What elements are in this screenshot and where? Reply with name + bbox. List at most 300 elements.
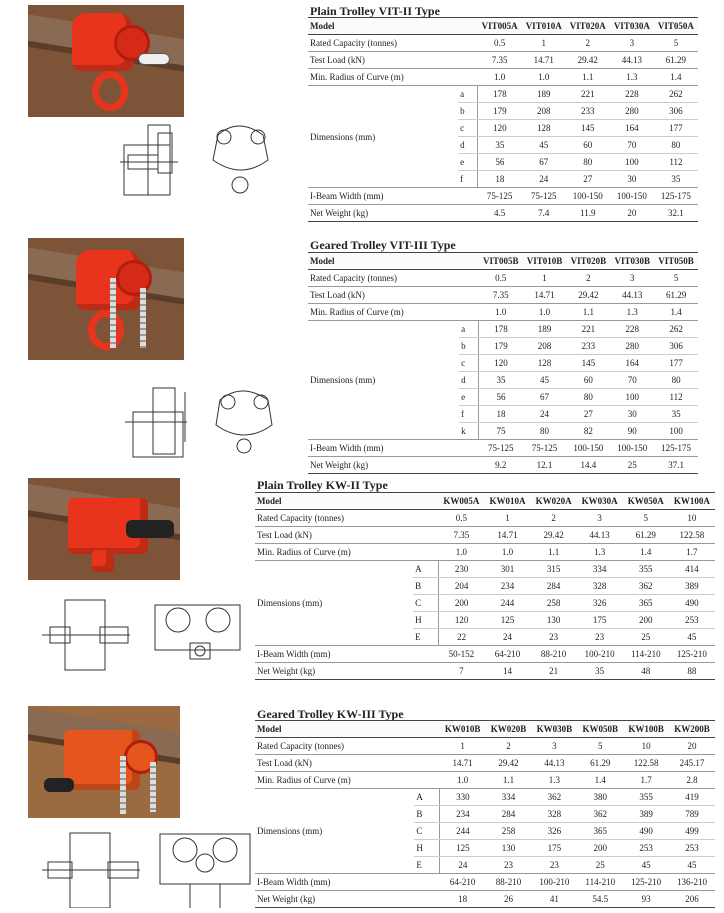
column-header: Model [308,18,478,35]
table-cell: 499 [669,823,715,840]
dimension-key: C [413,595,438,612]
table-row [308,52,698,69]
table-cell: 1 [523,270,567,287]
row-label: Net Weight (kg) [255,891,440,908]
table-cell: 90 [610,423,654,440]
table-row [255,789,715,806]
table-cell: 284 [486,806,532,823]
table-row [308,205,698,222]
table-cell: 280 [610,103,654,120]
table-cell: 48 [623,663,669,680]
table-cell: 178 [479,321,523,338]
table-cell: 75-125 [522,188,566,205]
row-label: Dimensions (mm) [255,561,413,646]
row-label: Test Load (kN) [255,755,440,772]
table-cell: 233 [566,103,610,120]
table-cell: 114-210 [577,874,623,891]
table-cell: 130 [486,840,532,857]
table-row [255,544,715,561]
table-cell: 315 [531,561,577,578]
table-cell: 208 [523,338,567,355]
dimension-key: a [459,321,479,338]
dimension-key: c [458,120,478,137]
table-cell: 45 [623,857,669,874]
table-cell: 27 [566,406,610,423]
table-cell: 88-210 [486,874,532,891]
dimension-key: f [458,171,478,188]
table-row [308,287,698,304]
table-cell: 25 [577,857,623,874]
table-cell: 29.42 [566,52,610,69]
table-cell: 80 [566,389,610,406]
table-cell: 177 [654,120,698,137]
table-cell: 14 [484,663,530,680]
trolley-photo [28,706,180,818]
table-cell: 93 [623,891,669,908]
table-cell: 64-210 [440,874,486,891]
row-label: I-Beam Width (mm) [308,188,478,205]
table-cell: 45 [523,372,567,389]
table-cell: 1 [484,510,530,527]
table-cell: 7 [438,663,484,680]
table-cell: 120 [478,120,522,137]
table-cell: 125 [484,612,530,629]
dimension-key: H [413,612,438,629]
row-label: Test Load (kN) [308,287,479,304]
column-header: Model [255,721,440,738]
row-label: Min. Radius of Curve (m) [308,304,479,321]
table-cell: 1 [522,35,566,52]
table-cell: 67 [523,389,567,406]
table-cell: 35 [654,171,698,188]
row-label: Min. Radius of Curve (m) [255,544,438,561]
table-cell: 29.42 [531,527,577,544]
table-cell: 11.9 [566,205,610,222]
row-label: I-Beam Width (mm) [308,440,479,457]
table-cell: 24 [523,406,567,423]
table-cell: 112 [654,154,698,171]
column-header: VIT030B [610,253,654,270]
table-cell: 490 [623,823,669,840]
table-cell: 253 [623,840,669,857]
table-cell: 1 [440,738,486,755]
table-cell: 23 [531,629,577,646]
table-cell: 1.3 [610,69,654,86]
table-cell: 2 [486,738,532,755]
table-cell: 10 [623,738,669,755]
table-cell: 100-150 [566,188,610,205]
table-cell: 1.4 [654,304,698,321]
row-label: Min. Radius of Curve (m) [308,69,478,86]
table-cell: 125-175 [654,440,698,457]
row-label: Test Load (kN) [255,527,438,544]
table-cell: 75-125 [478,188,522,205]
table-cell: 362 [531,789,577,806]
table-cell: 253 [669,840,715,857]
table-cell: 3 [531,738,577,755]
column-header: KW100B [623,721,669,738]
table-cell: 125-210 [669,646,715,663]
table-cell: 1.3 [577,544,623,561]
table-cell: 45 [669,857,715,874]
table-cell: 189 [522,86,566,103]
table-cell: 234 [440,806,486,823]
table-cell: 355 [623,561,669,578]
table-cell: 125-210 [623,874,669,891]
table-cell: 22 [438,629,484,646]
row-label: I-Beam Width (mm) [255,646,438,663]
dimension-key: E [413,629,438,646]
table-row [255,646,715,663]
table-cell: 20 [610,205,654,222]
table-cell: 1.0 [522,69,566,86]
table-cell: 178 [478,86,522,103]
table-cell: 1.0 [479,304,523,321]
column-header: KW050B [577,721,623,738]
table-cell: 2 [531,510,577,527]
table-cell: 258 [486,823,532,840]
table-cell: 50-152 [438,646,484,663]
table-cell: 284 [531,578,577,595]
spec-table [255,492,715,680]
table-cell: 1.7 [623,772,669,789]
table-cell: 61.29 [577,755,623,772]
table-row [308,188,698,205]
row-label: Net Weight (kg) [308,205,478,222]
table-cell: 75-125 [479,440,523,457]
table-cell: 7.4 [522,205,566,222]
column-header: KW010A [484,493,530,510]
dimension-key: E [414,857,439,874]
table-cell: 80 [654,372,698,389]
table-cell: 100-150 [610,188,654,205]
table-cell: 221 [566,86,610,103]
dimension-key: d [459,372,479,389]
table-cell: 1.0 [438,544,484,561]
table-cell: 120 [479,355,523,372]
dimension-key: e [458,154,478,171]
table-cell: 1.0 [440,772,486,789]
table-cell: 130 [531,612,577,629]
table-cell: 24 [440,857,486,874]
table-cell: 490 [669,595,715,612]
table-cell: 29.42 [566,287,610,304]
column-header: VIT020B [566,253,610,270]
table-cell: 164 [610,355,654,372]
table-cell: 18 [479,406,523,423]
table-cell: 233 [566,338,610,355]
table-cell: 175 [577,612,623,629]
table-cell: 100 [610,389,654,406]
table-header-row [308,18,698,35]
dimension-key: C [414,823,439,840]
table-cell: 2 [566,35,610,52]
table-cell: 5 [623,510,669,527]
table-cell: 200 [438,595,484,612]
trolley-drawing [118,115,298,210]
table-cell: 120 [438,612,484,629]
table-cell: 330 [440,789,486,806]
dimension-key: B [414,806,439,823]
table-cell: 60 [566,137,610,154]
table-row [255,755,715,772]
column-header: VIT010B [523,253,567,270]
table-cell: 334 [486,789,532,806]
table-cell: 44.13 [610,287,654,304]
trolley-drawing [125,382,295,467]
dimension-key: a [458,86,478,103]
table-row [308,86,698,103]
table-cell: 5 [654,270,698,287]
table-cell: 27 [566,171,610,188]
spec-table [308,17,698,222]
table-cell: 88-210 [531,646,577,663]
table-cell: 23 [486,857,532,874]
table-cell: 328 [531,806,577,823]
row-label: Test Load (kN) [308,52,478,69]
trolley-drawing [40,828,255,908]
table-cell: 228 [610,86,654,103]
table-cell: 18 [478,171,522,188]
table-cell: 306 [654,338,698,355]
table-cell: 112 [654,389,698,406]
table-cell: 365 [623,595,669,612]
table-cell: 253 [669,612,715,629]
section-title: Plain Trolley KW-II Type [257,478,388,492]
table-row [308,440,698,457]
table-cell: 389 [669,578,715,595]
column-header: KW030B [531,721,577,738]
table-row [308,304,698,321]
table-cell: 301 [484,561,530,578]
table-cell: 37.1 [654,457,698,474]
table-cell: 1.4 [654,69,698,86]
row-label: I-Beam Width (mm) [255,874,440,891]
table-cell: 114-210 [623,646,669,663]
table-cell: 1.0 [484,544,530,561]
section-title: Geared Trolley VIT-III Type [310,238,456,252]
dimension-key: c [459,355,479,372]
table-cell: 262 [654,86,698,103]
column-header: KW005A [438,493,484,510]
table-row [308,270,698,287]
column-header: KW030A [577,493,623,510]
column-header: KW200B [669,721,715,738]
table-cell: 14.71 [440,755,486,772]
table-cell: 125 [440,840,486,857]
table-cell: 1.0 [478,69,522,86]
table-cell: 145 [566,355,610,372]
table-row [308,321,698,338]
table-cell: 35 [577,663,623,680]
table-cell: 362 [623,578,669,595]
table-cell: 24 [522,171,566,188]
row-label: Net Weight (kg) [255,663,438,680]
table-cell: 32.1 [654,205,698,222]
table-cell: 326 [577,595,623,612]
table-cell: 200 [577,840,623,857]
row-label: Dimensions (mm) [308,321,459,440]
table-cell: 44.13 [531,755,577,772]
column-header: VIT020A [566,18,610,35]
table-cell: 208 [522,103,566,120]
trolley-photo [28,238,184,360]
table-cell: 179 [478,103,522,120]
table-cell: 789 [669,806,715,823]
table-cell: 100-150 [566,440,610,457]
table-cell: 7.35 [478,52,522,69]
column-header: KW020A [531,493,577,510]
table-cell: 1.4 [577,772,623,789]
table-cell: 328 [577,578,623,595]
table-cell: 122.58 [669,527,715,544]
table-row [255,874,715,891]
table-cell: 14.4 [566,457,610,474]
dimension-key: b [459,338,479,355]
table-cell: 234 [484,578,530,595]
table-cell: 230 [438,561,484,578]
table-cell: 419 [669,789,715,806]
table-cell: 1.3 [610,304,654,321]
table-cell: 45 [669,629,715,646]
dimension-key: H [414,840,439,857]
table-cell: 10 [669,510,715,527]
table-cell: 100 [654,423,698,440]
table-cell: 136-210 [669,874,715,891]
table-cell: 100 [610,154,654,171]
table-cell: 3 [610,270,654,287]
table-cell: 9.2 [479,457,523,474]
row-label: Dimensions (mm) [255,789,414,874]
table-row [255,527,715,544]
table-cell: 44.13 [577,527,623,544]
table-cell: 25 [623,629,669,646]
column-header: VIT010A [522,18,566,35]
table-cell: 100-210 [531,874,577,891]
table-cell: 23 [577,629,623,646]
column-header: Model [308,253,479,270]
table-cell: 145 [566,120,610,137]
column-header: VIT050A [654,18,698,35]
row-label: Rated Capacity (tonnes) [308,35,478,52]
table-header-row [255,721,715,738]
table-cell: 0.5 [438,510,484,527]
table-cell: 70 [610,137,654,154]
table-row [255,738,715,755]
table-cell: 60 [566,372,610,389]
dimension-key: k [459,423,479,440]
dimension-key: f [459,406,479,423]
table-cell: 14.71 [523,287,567,304]
table-cell: 365 [577,823,623,840]
table-cell: 35 [478,137,522,154]
table-cell: 204 [438,578,484,595]
table-cell: 5 [577,738,623,755]
section-title: Geared Trolley KW-III Type [257,707,404,721]
table-cell: 56 [478,154,522,171]
table-cell: 7.35 [438,527,484,544]
table-cell: 67 [522,154,566,171]
table-cell: 245.17 [669,755,715,772]
column-header: VIT030A [610,18,654,35]
row-label: Rated Capacity (tonnes) [255,738,440,755]
table-cell: 355 [623,789,669,806]
column-header: Model [255,493,438,510]
table-cell: 54.5 [577,891,623,908]
table-row [308,457,698,474]
dimension-key: B [413,578,438,595]
table-cell: 3 [577,510,623,527]
table-cell: 20 [669,738,715,755]
table-cell: 5 [654,35,698,52]
table-cell: 334 [577,561,623,578]
table-cell: 164 [610,120,654,137]
table-cell: 35 [654,406,698,423]
row-label: Net Weight (kg) [308,457,479,474]
spec-table [255,720,715,908]
table-cell: 26 [486,891,532,908]
table-cell: 122.58 [623,755,669,772]
column-header: KW010B [440,721,486,738]
table-cell: 258 [531,595,577,612]
table-cell: 1.1 [486,772,532,789]
table-row [255,891,715,908]
table-cell: 0.5 [479,270,523,287]
table-row [308,35,698,52]
column-header: KW020B [486,721,532,738]
dimension-key: A [414,789,439,806]
table-row [255,663,715,680]
table-row [255,561,715,578]
dimension-key: e [459,389,479,406]
table-cell: 7.35 [479,287,523,304]
table-row [308,69,698,86]
table-cell: 44.13 [610,52,654,69]
table-cell: 3 [610,35,654,52]
table-cell: 4.5 [478,205,522,222]
table-cell: 175 [531,840,577,857]
column-header: VIT050B [654,253,698,270]
table-cell: 179 [479,338,523,355]
table-row [255,510,715,527]
column-header: KW050A [623,493,669,510]
table-cell: 414 [669,561,715,578]
table-cell: 1.1 [566,304,610,321]
table-row [255,772,715,789]
table-cell: 80 [566,154,610,171]
table-cell: 14.71 [522,52,566,69]
column-header: KW100A [669,493,715,510]
table-cell: 30 [610,406,654,423]
table-cell: 80 [523,423,567,440]
column-header: VIT005A [478,18,522,35]
table-cell: 177 [654,355,698,372]
table-cell: 221 [566,321,610,338]
table-cell: 244 [484,595,530,612]
table-cell: 362 [577,806,623,823]
dimension-key: A [413,561,438,578]
table-cell: 306 [654,103,698,120]
table-cell: 1.0 [523,304,567,321]
table-cell: 228 [610,321,654,338]
table-cell: 41 [531,891,577,908]
row-label: Min. Radius of Curve (m) [255,772,440,789]
table-cell: 389 [623,806,669,823]
spec-table [308,252,698,474]
trolley-photo [28,478,180,580]
table-cell: 18 [440,891,486,908]
table-cell: 75 [479,423,523,440]
